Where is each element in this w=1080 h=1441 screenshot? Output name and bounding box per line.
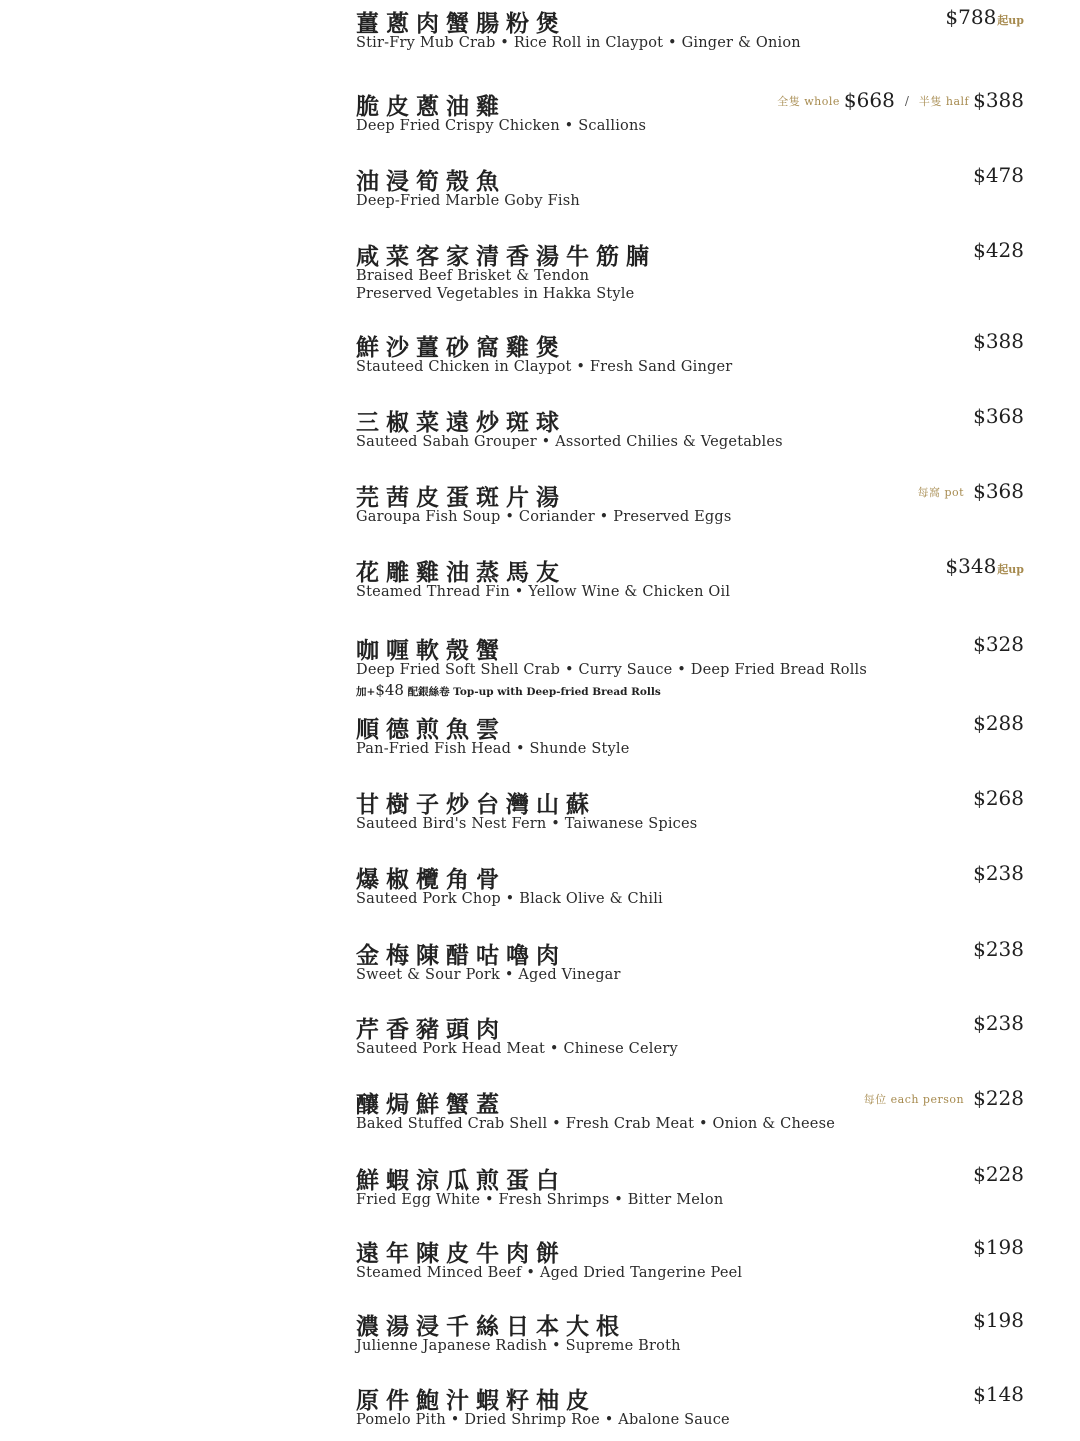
topup-prefix: 加+ — [356, 686, 376, 698]
dish-price-group — [945, 554, 1024, 578]
dish-name-zh: 爆椒欖角骨 — [356, 866, 506, 893]
dish-name-en: Sauteed Pork Chop • Black Olive & Chili — [356, 891, 663, 907]
dish-name-zh: 甘樹子炒台灣山蘇 — [356, 791, 596, 818]
dish-name-en: Braised Beef Brisket & Tendon — [356, 268, 590, 284]
dish-name-en: Sauteed Bird's Nest Fern • Taiwanese Spices — [356, 816, 698, 832]
dish-name-en: Deep-Fried Marble Goby Fish — [356, 193, 580, 209]
dish-name-en: Sauteed Sabah Grouper • Assorted Chilies & Vegetables — [356, 434, 783, 450]
dish-name-en: Steamed Minced Beef • Aged Dried Tangerine Peel — [356, 1265, 743, 1281]
dish-name-zh: 鮮蝦涼瓜煎蛋白 — [356, 1167, 566, 1194]
topup-price: $48 — [375, 681, 404, 699]
dish-price: $428 — [973, 238, 1024, 262]
dish-price: $198 — [973, 1235, 1024, 1259]
dish-price: $368 — [973, 404, 1024, 428]
dish-name-zh: 遠年陳皮牛肉餅 — [356, 1240, 566, 1267]
dish-price: $268 — [973, 786, 1024, 810]
dish-name-zh: 咸菜客家清香湯牛筋腩 — [356, 243, 656, 270]
dish-name-en: Pan-Fried Fish Head • Shunde Style — [356, 741, 630, 757]
half-label: 半隻 half — [918, 95, 970, 108]
dish-name-en: Stir-Fry Mub Crab • Rice Roll in Claypot • Ginger & Onion — [356, 35, 801, 51]
dish-price: $228 — [973, 1086, 1024, 1110]
dish-price: $368 — [973, 479, 1024, 503]
dish-name-zh: 鮮沙薑砂窩雞煲 — [356, 334, 566, 361]
dish-name-zh: 油浸筍殼魚 — [356, 168, 506, 195]
price-unit: 每位 each person — [863, 1093, 965, 1106]
dish-price: $238 — [973, 937, 1024, 961]
dish-name-en: Baked Stuffed Crab Shell • Fresh Crab Meat • Onion & Cheese — [356, 1116, 835, 1132]
dish-name-zh: 順德煎魚雲 — [356, 716, 506, 743]
dish-price: $388 — [973, 329, 1024, 353]
dish-name-zh: 芫茜皮蛋斑片湯 — [356, 484, 566, 511]
dish-price: $148 — [973, 1382, 1024, 1406]
dish-name-en: Julienne Japanese Radish • Supreme Broth — [356, 1338, 681, 1354]
dish-name-zh: 三椒菜遠炒斑球 — [356, 409, 566, 436]
dish-price-group — [918, 479, 1025, 503]
dish-price: $288 — [973, 711, 1024, 735]
dish-price: $478 — [973, 163, 1024, 187]
dish-name-en: Sweet & Sour Pork • Aged Vinegar — [356, 967, 621, 983]
dish-name-en: Fried Egg White • Fresh Shrimps • Bitter Melon — [356, 1192, 724, 1208]
dish-name-en: Sauteed Pork Head Meat • Chinese Celery — [356, 1041, 678, 1057]
dish-name-en-line2: Preserved Vegetables in Hakka Style — [356, 286, 635, 302]
dish-name-en: Deep Fried Crispy Chicken • Scallions — [356, 118, 647, 134]
topup-note — [356, 681, 661, 699]
dish-name-zh: 金梅陳醋咕嚕肉 — [356, 942, 566, 969]
topup-text: 配銀絲卷 Top-up with Deep-fried Bread Rolls — [403, 686, 661, 698]
price-unit: 每窩 pot — [917, 486, 965, 499]
dish-name-zh: 濃湯浸千絲日本大根 — [356, 1313, 626, 1340]
dish-name-zh: 脆皮蔥油雞 — [356, 93, 506, 120]
price-suffix: 起up — [997, 563, 1024, 576]
dish-price: $788 — [945, 5, 997, 29]
dish-price: $238 — [973, 861, 1024, 885]
dish-price: $198 — [973, 1308, 1024, 1332]
dish-name-zh: 薑蔥肉蟹腸粉煲 — [356, 10, 566, 37]
dish-price-group — [777, 88, 1024, 112]
whole-label: 全隻 whole — [777, 95, 840, 108]
dish-name-en: Steamed Thread Fin • Yellow Wine & Chicken Oil — [356, 584, 731, 600]
dish-name-en: Garoupa Fish Soup • Coriander • Preserved Eggs — [356, 509, 732, 525]
dish-price: $348 — [945, 554, 997, 578]
dish-name-zh: 花雕雞油蒸馬友 — [356, 559, 566, 586]
whole-price: $668 — [843, 88, 895, 112]
dish-price: $328 — [973, 632, 1024, 656]
dish-name-zh: 原件鮑汁蝦籽柚皮 — [356, 1387, 596, 1414]
half-price: $388 — [973, 88, 1024, 112]
dish-price-group — [945, 5, 1024, 29]
price-separator: / — [904, 94, 909, 108]
price-suffix: 起up — [997, 14, 1024, 27]
dish-name-en: Deep Fried Soft Shell Crab • Curry Sauce • Deep Fried Bread Rolls — [356, 662, 868, 678]
dish-name-en: Stauteed Chicken in Claypot • Fresh Sand Ginger — [356, 359, 733, 375]
dish-price-group — [864, 1086, 1024, 1110]
dish-name-zh: 芹香豬頭肉 — [356, 1016, 506, 1043]
dish-name-en: Pomelo Pith • Dried Shrimp Roe • Abalone Sauce — [356, 1412, 730, 1428]
dish-price: $238 — [973, 1011, 1024, 1035]
dish-name-zh: 咖喱軟殼蟹 — [356, 637, 506, 664]
dish-name-zh: 釀焗鮮蟹蓋 — [356, 1091, 506, 1118]
dish-price: $228 — [973, 1162, 1024, 1186]
